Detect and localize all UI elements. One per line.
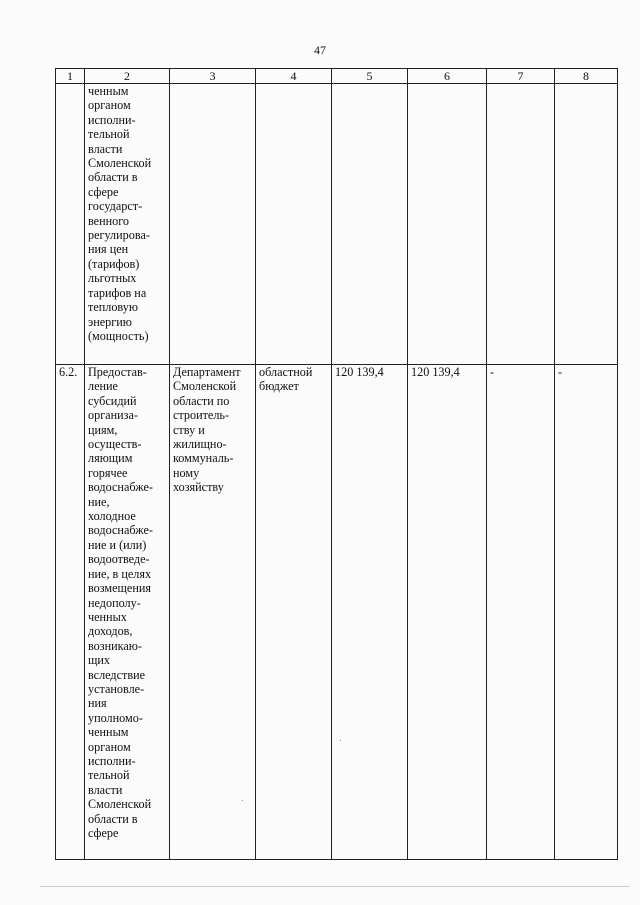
- year-3-amount: [555, 84, 618, 365]
- column-header-2: 2: [85, 69, 170, 84]
- page-number: 47: [314, 43, 326, 57]
- executor: Департамент Смоленской области по строитель- ству и жилищно- коммуналь- ному хозяйству: [170, 365, 256, 860]
- executor: [170, 84, 256, 365]
- row-number: [56, 84, 85, 365]
- table-row: [56, 365, 618, 860]
- total-amount: [332, 84, 408, 365]
- scan-speck: [242, 800, 243, 801]
- total-amount: 120 139,4: [332, 365, 408, 860]
- year-2-amount: -: [487, 365, 555, 860]
- header-row: [56, 69, 618, 84]
- column-header-7: 7: [487, 69, 555, 84]
- row-number: 6.2.: [56, 365, 85, 860]
- funding-source: областной бюджет: [256, 365, 332, 860]
- column-header-6: 6: [408, 69, 487, 84]
- column-header-1: 1: [56, 69, 85, 84]
- column-header-5: 5: [332, 69, 408, 84]
- measure-name: ченным органом исполни- тельной власти Смоленской области в сфере государст- венного регулирова- ния цен (тарифов) льготных тарифов на тепловую энергию (мощность): [85, 84, 170, 365]
- year-1-amount: [408, 84, 487, 365]
- year-1-amount: 120 139,4: [408, 365, 487, 860]
- funding-source: [256, 84, 332, 365]
- scan-edge-line: [40, 886, 630, 887]
- scan-speck: [340, 740, 341, 741]
- table-row: [56, 84, 618, 365]
- column-header-4: 4: [256, 69, 332, 84]
- column-header-3: 3: [170, 69, 256, 84]
- budget-table: [55, 68, 618, 860]
- column-header-8: 8: [555, 69, 618, 84]
- measure-name: Предостав- ление субсидий организа- циям, осуществ- ляющим горячее водоснабже- ние, холодное водоснабже- ние и (или) водоотведе- ние, в целях возмещения недополу- ченных доходов, возникаю- щих вследствие установле- ния уполномо- ченным органом исполни- тельной власти Смоленской области в сфере: [85, 365, 170, 860]
- year-3-amount: -: [555, 365, 618, 860]
- year-2-amount: [487, 84, 555, 365]
